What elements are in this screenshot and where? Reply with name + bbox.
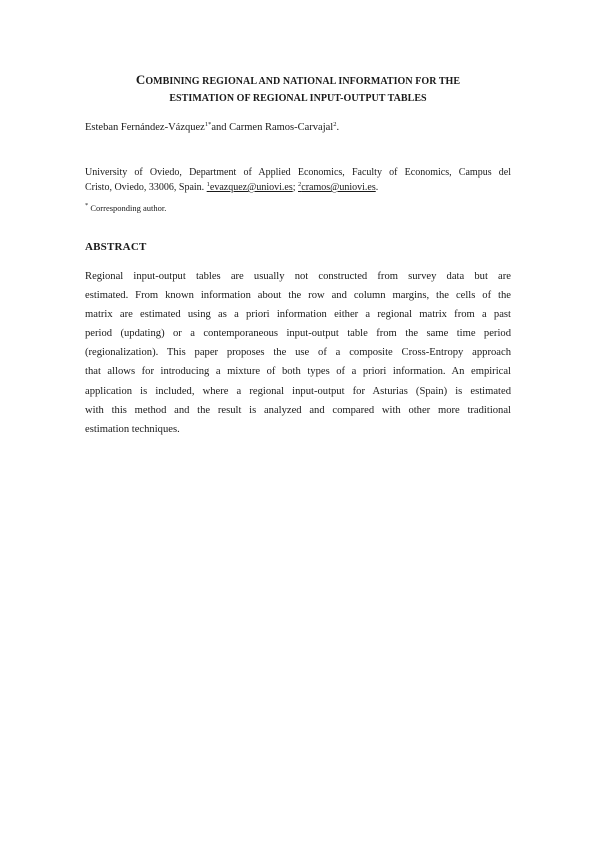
abstract-line: matrix are estimated using as a priori information either a regional matrix from a past bbox=[85, 309, 511, 321]
author-connector: and bbox=[211, 122, 227, 133]
abstract-line: estimation techniques. bbox=[85, 423, 180, 435]
abstract-line: Regional input-output tables are usually not constructed from survey data but are bbox=[85, 271, 511, 282]
authors-end-punct: . bbox=[336, 122, 340, 133]
email-separator: ; bbox=[292, 182, 296, 193]
email-1-marker: 1 bbox=[206, 181, 210, 188]
abstract-line: that allows for introducing a mixture of both types of a priori information. An empirical bbox=[85, 366, 511, 378]
author-2-affiliation-marker: 2 bbox=[333, 121, 337, 128]
email-link-1[interactable] bbox=[207, 182, 293, 193]
email-2-marker: 2 bbox=[298, 181, 302, 188]
title-line-1 bbox=[84, 71, 512, 90]
abstract-line: application is included, where a regional input-output for Asturias (Spain) is estimated bbox=[85, 385, 511, 397]
abstract-line: (regionalization). This paper proposes the use of a composite Cross-Entropy approach bbox=[85, 347, 511, 359]
title-line-2: ESTIMATION OF REGIONAL INPUT-OUTPUT TABLES bbox=[169, 93, 427, 104]
author-1-affiliation-marker: 1* bbox=[204, 121, 212, 128]
title-line-1-rest: OMBINING REGIONAL AND NATIONAL INFORMATION FOR THE bbox=[145, 76, 461, 87]
author-1-name: Esteban Fernández-Vázquez bbox=[85, 122, 205, 133]
abstract-body bbox=[85, 267, 511, 439]
corresponding-author-note bbox=[85, 203, 166, 214]
paper-title bbox=[84, 71, 512, 107]
email-1-text: evazquez@uniovi.es bbox=[209, 182, 293, 193]
abstract-heading: ABSTRACT bbox=[85, 241, 147, 253]
affiliation-end-punct: . bbox=[375, 182, 379, 193]
abstract-line: period (updating) or a contemporaneous input-output table from the same time period bbox=[85, 328, 511, 340]
email-link-2[interactable] bbox=[298, 182, 376, 193]
title-initial: C bbox=[135, 72, 146, 87]
author-2-name: Carmen Ramos-Carvajal bbox=[229, 122, 334, 133]
author-list bbox=[85, 121, 339, 135]
corresponding-text: Corresponding author. bbox=[90, 203, 167, 213]
email-2-text: cramos@uniovi.es bbox=[301, 182, 376, 193]
affiliation-block bbox=[85, 165, 511, 195]
affiliation-line-1: University of Oviedo, Department of Applied Economics, Faculty of Economics, Campus del bbox=[85, 167, 511, 178]
abstract-line: with this method and the result is analyzed and compared with other more traditional bbox=[85, 404, 511, 416]
corresponding-marker: * bbox=[85, 202, 89, 209]
abstract-line: estimated. From known information about the row and column margins, the cells of the bbox=[85, 290, 511, 302]
affiliation-line-2-prefix: Cristo, Oviedo, 33006, Spain. bbox=[85, 182, 205, 193]
